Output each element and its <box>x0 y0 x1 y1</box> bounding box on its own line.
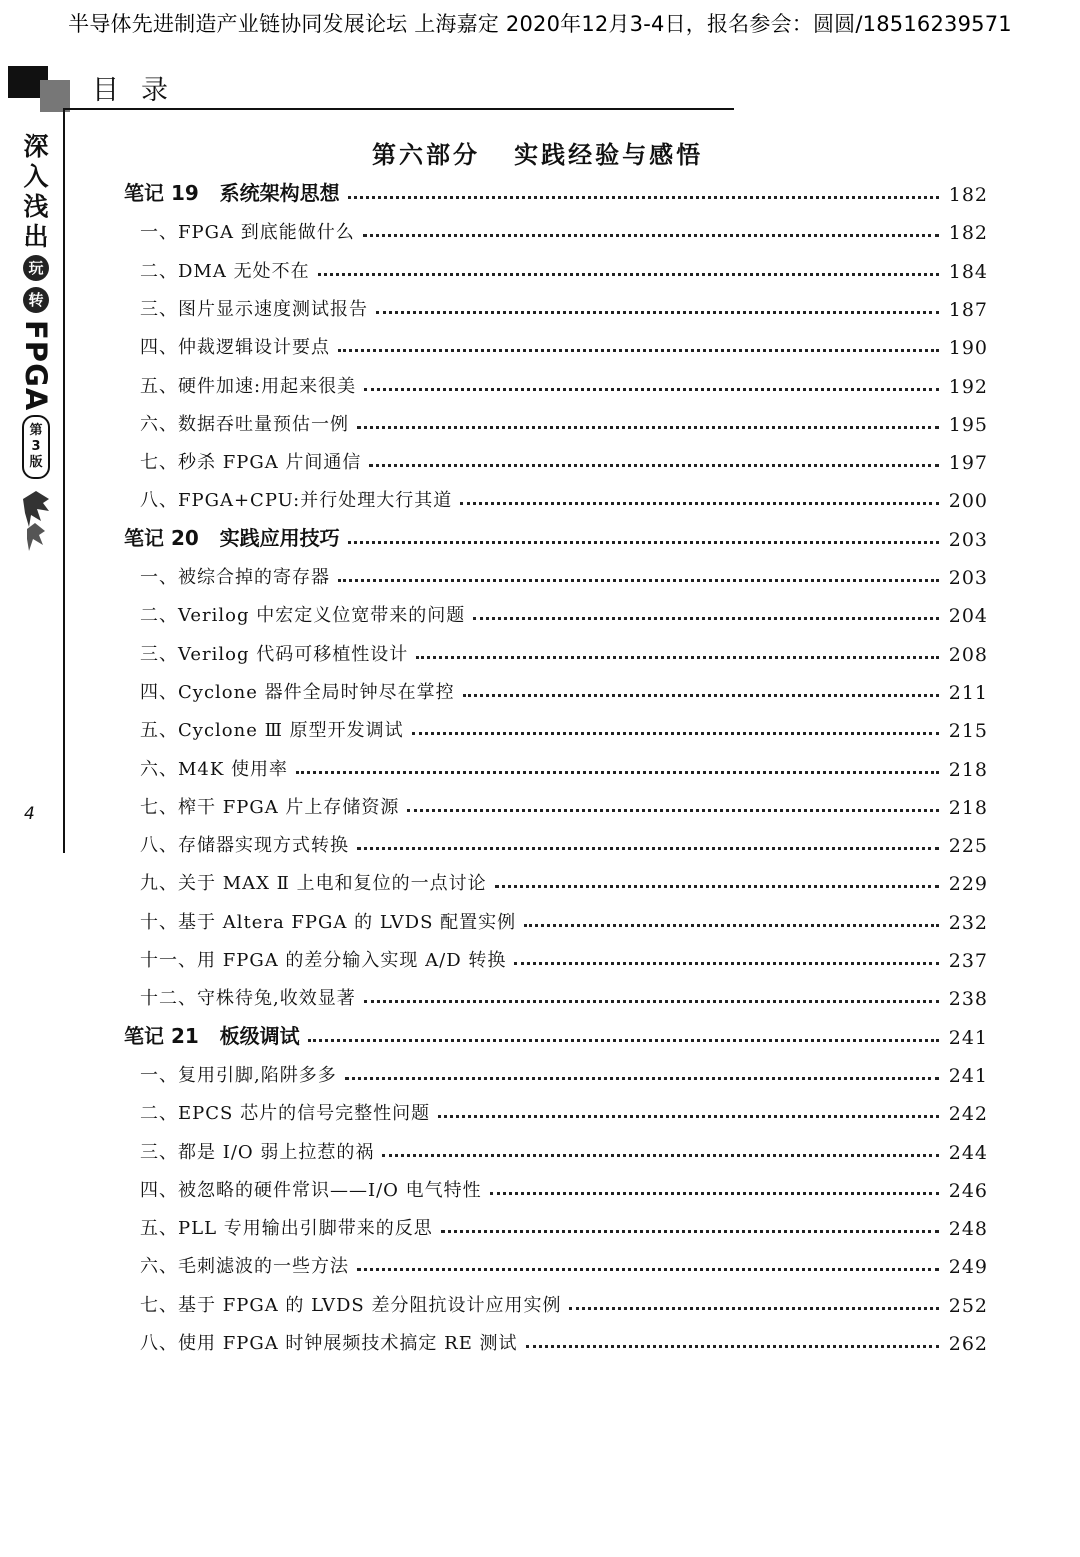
toc-item-title: 三、都是 I/O 弱上拉惹的祸 <box>140 1142 375 1163</box>
toc-item-title: 六、数据吞吐量预估一例 <box>140 414 349 435</box>
toc-page-number: 241 <box>948 1065 988 1087</box>
edition-char: 第 <box>29 423 43 439</box>
toc-item-row <box>140 559 988 589</box>
toc-dot-leader <box>357 1267 939 1271</box>
toc-dot-leader <box>357 425 939 429</box>
toc-item-title: 十、基于 Altera FPGA 的 LVDS 配置实例 <box>140 912 517 933</box>
event-banner: 半导体先进制造产业链协同发展论坛 上海嘉定 2020年12月3-4日，报名参会：圆圆/18516239571 <box>68 12 1012 36</box>
toc-item-row <box>140 1057 988 1087</box>
toc-item-row <box>140 789 988 819</box>
toc-dot-leader <box>338 348 939 352</box>
spine-char: 浅 <box>23 192 49 221</box>
toc-page-number: 190 <box>948 337 988 359</box>
toc-item-row <box>140 827 988 857</box>
toc-item-row <box>140 291 988 321</box>
toc-page-number: 208 <box>948 644 988 666</box>
toc-page-number: 232 <box>948 912 988 934</box>
toc-item-title: 十一、用 FPGA 的差分输入实现 A/D 转换 <box>140 950 507 971</box>
toc-dot-leader <box>569 1306 938 1310</box>
toc-page-number: 204 <box>948 605 988 627</box>
spine-fpga: FPGA <box>19 320 53 412</box>
toc-item-title: 四、Cyclone 器件全局时钟尽在掌控 <box>140 682 455 703</box>
toc-dot-leader <box>363 233 939 237</box>
toc-item-title: 三、Verilog 代码可移植性设计 <box>140 644 409 665</box>
toc-item-row <box>140 751 988 781</box>
toc-section-row <box>124 176 988 206</box>
toc-dot-leader <box>416 655 939 659</box>
toc-dot-leader <box>495 884 939 888</box>
toc-page-number: 262 <box>948 1333 988 1355</box>
toc-item-title: 八、存储器实现方式转换 <box>140 835 349 856</box>
toc-item-row <box>140 942 988 972</box>
toc-page-number: 244 <box>948 1142 988 1164</box>
toc-item-title: 四、被忽略的硬件常识——I/O 电气特性 <box>140 1180 482 1201</box>
toc-item-title: 五、硬件加速:用起来很美 <box>140 376 357 397</box>
toc-dot-leader <box>308 1038 939 1042</box>
page-number: 4 <box>24 804 35 824</box>
toc-section-row <box>124 521 988 551</box>
toc-dot-leader <box>441 1229 939 1233</box>
edition-char: 3 <box>31 439 41 455</box>
toc-dot-leader <box>296 770 939 774</box>
page-header-title: 目录 <box>92 75 190 106</box>
toc-dot-leader <box>463 693 939 697</box>
toc-dot-leader <box>318 272 939 276</box>
toc-item-title: 二、DMA 无处不在 <box>140 261 310 282</box>
toc-page-number: 182 <box>948 222 988 244</box>
toc-item-row <box>140 253 988 283</box>
toc-page-number: 195 <box>948 414 988 436</box>
toc-page-number: 203 <box>948 567 988 589</box>
toc-dot-leader <box>473 616 939 620</box>
toc-item-title: 七、榨干 FPGA 片上存储资源 <box>140 797 400 818</box>
toc-page-number: 184 <box>948 261 988 283</box>
toc-dot-leader <box>357 846 939 850</box>
toc-page-number: 200 <box>948 490 988 512</box>
toc-item-title: 七、基于 FPGA 的 LVDS 差分阻抗设计应用实例 <box>140 1295 562 1316</box>
spine-char: 入 <box>23 162 49 191</box>
spine-char: 深 <box>23 132 49 161</box>
toc-dot-leader <box>376 310 939 314</box>
toc-page-number: 242 <box>948 1103 988 1125</box>
toc-page-number: 215 <box>948 720 988 742</box>
spine-char: 出 <box>23 222 49 251</box>
toc-section-title: 笔记 21 板级调试 <box>124 1024 300 1048</box>
toc-item-title: 九、关于 MAX Ⅱ 上电和复位的一点讨论 <box>140 873 487 894</box>
toc-dot-leader <box>412 731 939 735</box>
toc-item-title: 二、Verilog 中宏定义位宽带来的问题 <box>140 605 466 626</box>
toc-item-title: 十二、守株待兔,收效显著 <box>140 988 356 1009</box>
toc-item-title: 六、M4K 使用率 <box>140 759 289 780</box>
toc-item-row <box>140 1172 988 1202</box>
toc-item-title: 三、图片显示速度测试报告 <box>140 299 368 320</box>
toc-item-title: 一、复用引脚,陷阱多多 <box>140 1065 337 1086</box>
toc-item-row <box>140 865 988 895</box>
toc-dot-leader <box>348 540 939 544</box>
toc-item-row <box>140 980 988 1010</box>
toc-section-row <box>124 1019 988 1049</box>
toc-dot-leader <box>338 578 939 582</box>
toc-page-number: 197 <box>948 452 988 474</box>
toc-page-number: 192 <box>948 376 988 398</box>
toc-dot-leader <box>369 463 938 467</box>
toc-dot-leader <box>460 501 939 505</box>
toc-page-number: 252 <box>948 1295 988 1317</box>
toc-dot-leader <box>524 923 939 927</box>
toc-section-title: 笔记 20 实践应用技巧 <box>124 526 340 550</box>
toc-dot-leader <box>514 961 938 965</box>
toc-item-title: 六、毛刺滤波的一些方法 <box>140 1256 349 1277</box>
toc-page-number: 182 <box>948 184 988 206</box>
toc-dot-leader <box>526 1344 939 1348</box>
toc-item-row <box>140 674 988 704</box>
toc-dot-leader <box>407 808 938 812</box>
toc-item-row <box>140 482 988 512</box>
edition-char: 版 <box>29 455 43 471</box>
toc-page-number: 218 <box>948 759 988 781</box>
toc-item-title: 五、Cyclone Ⅲ 原型开发调试 <box>140 720 404 741</box>
toc-page-number: 203 <box>948 529 988 551</box>
toc-item-title: 一、FPGA 到底能做什么 <box>140 222 355 243</box>
toc-item-title: 二、EPCS 芯片的信号完整性问题 <box>140 1103 431 1124</box>
part-title: 第六部分 实践经验与感悟 <box>372 141 704 169</box>
toc-item-title: 一、被综合掉的寄存器 <box>140 567 330 588</box>
toc-item-row <box>140 1134 988 1164</box>
spine-round-char: 玩 <box>23 255 49 281</box>
toc-dot-leader <box>490 1191 939 1195</box>
toc-item-title: 八、FPGA+CPU:并行处理大行其道 <box>140 490 453 511</box>
toc-page-number: 238 <box>948 988 988 1010</box>
spine-round-char: 转 <box>23 287 49 313</box>
toc-page-number: 248 <box>948 1218 988 1240</box>
toc-page-number: 241 <box>948 1027 988 1049</box>
toc-item-row <box>140 214 988 244</box>
toc-item-row <box>140 406 988 436</box>
toc-page-number: 218 <box>948 797 988 819</box>
toc-dot-leader <box>438 1114 939 1118</box>
toc-item-row <box>140 636 988 666</box>
toc-page-number: 225 <box>948 835 988 857</box>
toc-page-number: 246 <box>948 1180 988 1202</box>
toc-dot-leader <box>345 1076 939 1080</box>
toc-item-row <box>140 712 988 742</box>
toc-item-row <box>140 444 988 474</box>
toc-dot-leader <box>364 387 939 391</box>
toc-item-title: 四、仲裁逻辑设计要点 <box>140 337 330 358</box>
toc-section-title: 笔记 19 系统架构思想 <box>124 181 340 205</box>
toc-item-title: 八、使用 FPGA 时钟展频技术搞定 RE 测试 <box>140 1333 518 1354</box>
toc-item-row <box>140 1095 988 1125</box>
toc-page-number: 187 <box>948 299 988 321</box>
toc-item-row <box>140 1325 988 1355</box>
toc-dot-leader <box>348 195 939 199</box>
toc-item-row <box>140 1210 988 1240</box>
toc-item-row <box>140 597 988 627</box>
toc-item-row <box>140 368 988 398</box>
toc-page-number: 211 <box>948 682 988 704</box>
toc-item-row <box>140 904 988 934</box>
toc-item-title: 七、秒杀 FPGA 片间通信 <box>140 452 362 473</box>
toc-dot-leader <box>382 1153 938 1157</box>
toc-dot-leader <box>364 999 939 1003</box>
toc-page-number: 237 <box>948 950 988 972</box>
toc-page-number: 229 <box>948 873 988 895</box>
toc-item-title: 五、PLL 专用输出引脚带来的反思 <box>140 1218 433 1239</box>
toc-item-row <box>140 1248 988 1278</box>
toc-item-row <box>140 329 988 359</box>
toc-item-row <box>140 1287 988 1317</box>
toc-page-number: 249 <box>948 1256 988 1278</box>
